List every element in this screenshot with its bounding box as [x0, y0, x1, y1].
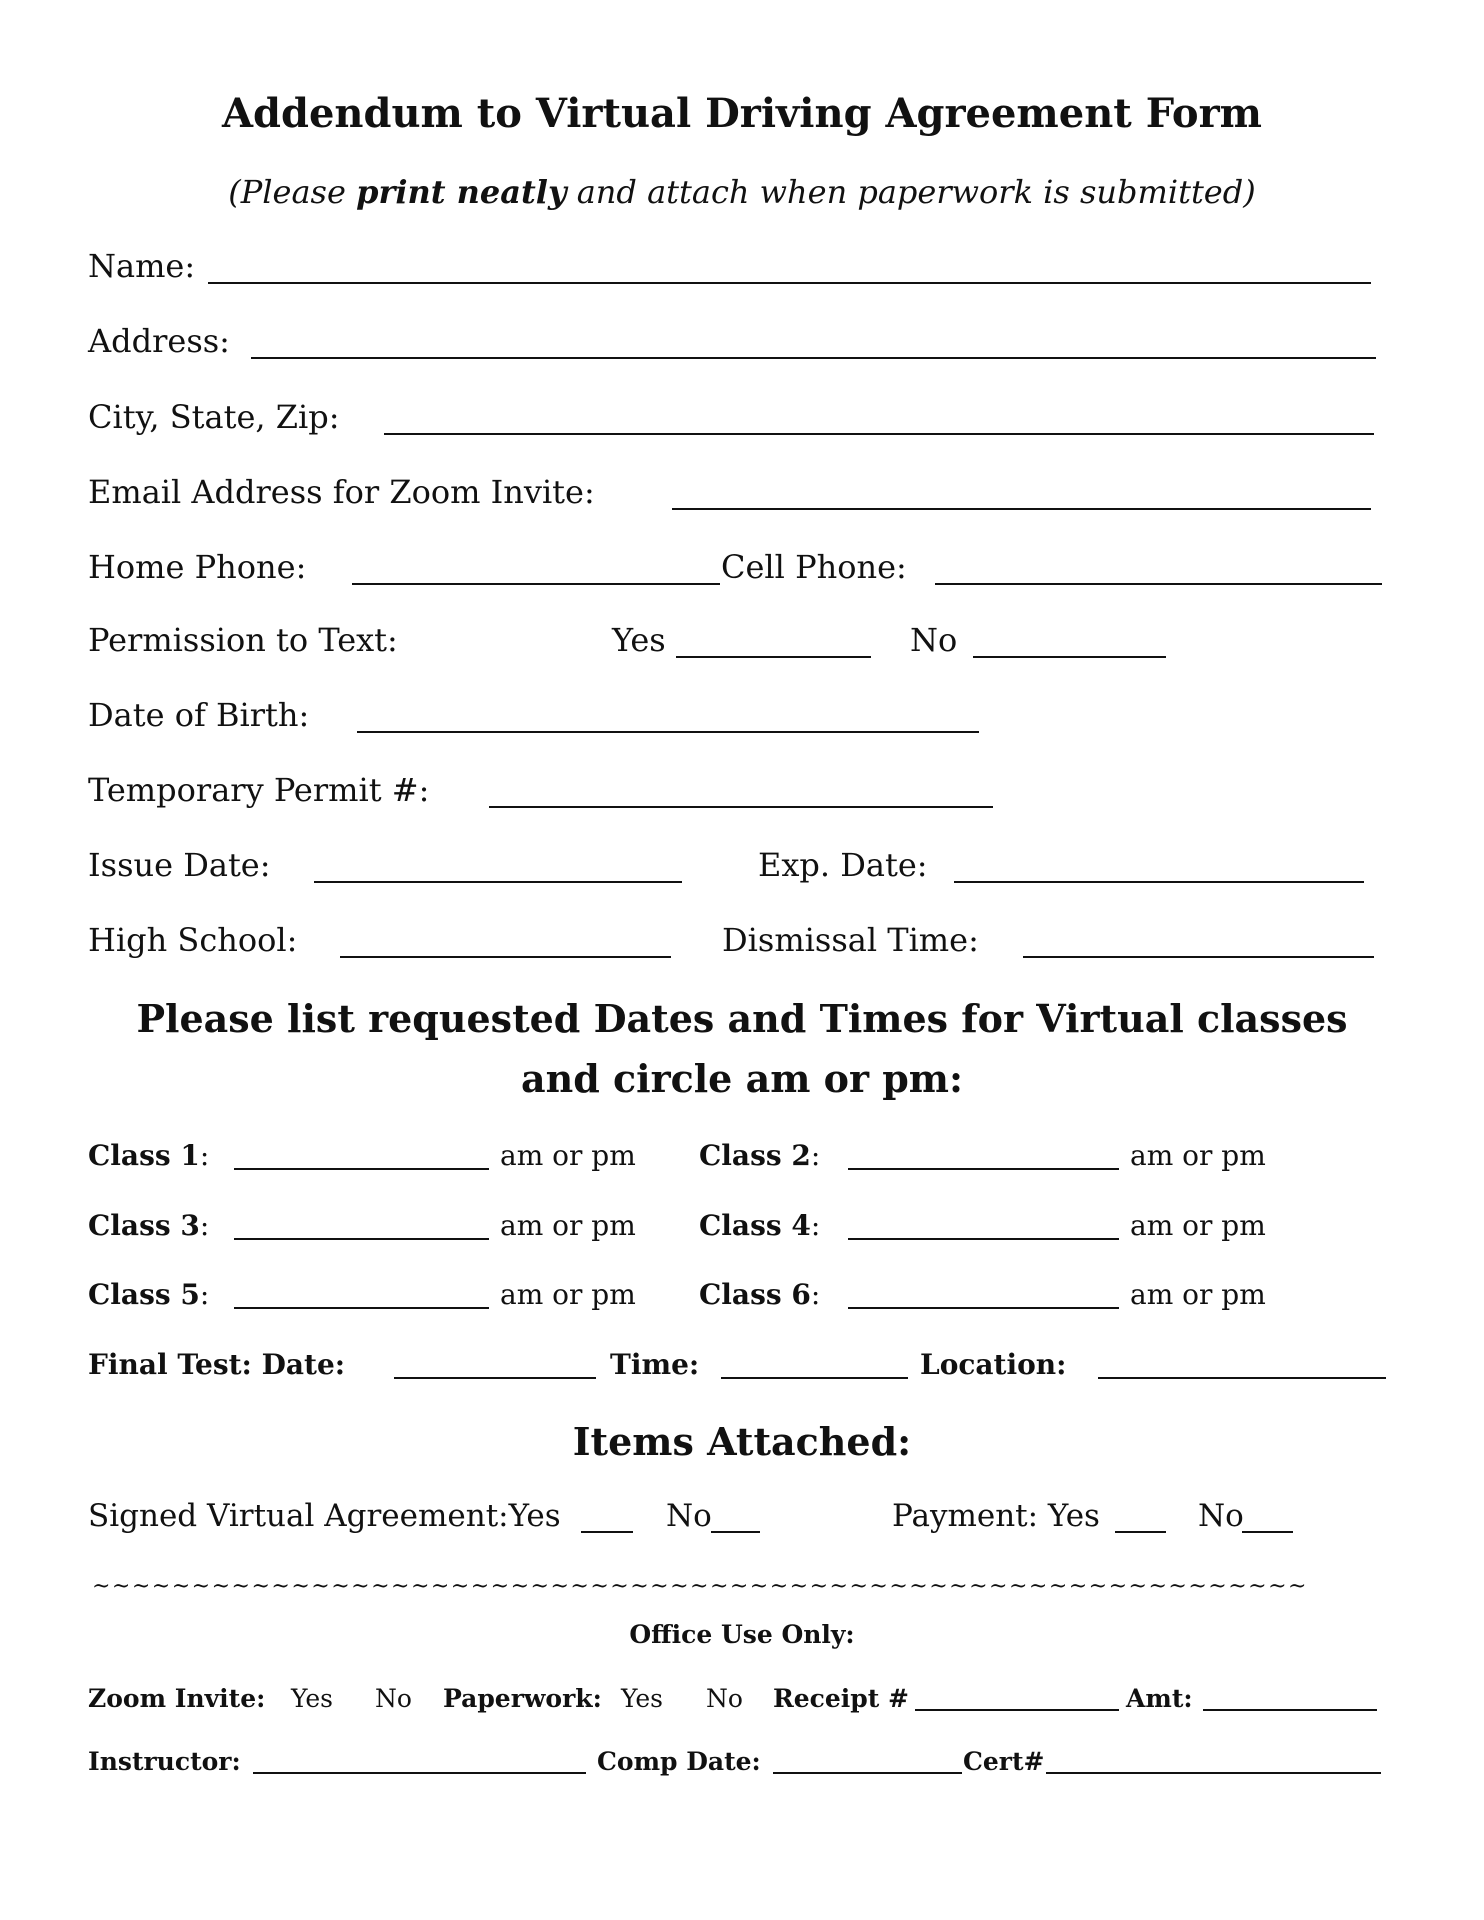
form-title: Addendum to Virtual Driving Agreement Form — [222, 90, 1262, 137]
zoom-invite-label: Zoom Invite: — [88, 1684, 266, 1713]
items-attached-heading: Items Attached: — [572, 1419, 912, 1464]
address-field[interactable] — [251, 357, 1376, 359]
name-label: Name: — [88, 247, 196, 285]
comp-date-field[interactable] — [773, 1772, 962, 1774]
zoom-invite-no[interactable]: No — [375, 1684, 412, 1713]
class-3-label: Class 3: — [88, 1209, 210, 1242]
class-2-field[interactable] — [848, 1168, 1119, 1170]
paperwork-no[interactable]: No — [706, 1684, 743, 1713]
amt-field[interactable] — [1203, 1709, 1377, 1711]
payment-label: Payment: Yes — [892, 1498, 1100, 1534]
instructor-label: Instructor: — [88, 1747, 241, 1776]
permission-text-label: Permission to Text: — [88, 621, 398, 659]
class-3-ampm[interactable]: am or pm — [500, 1209, 636, 1242]
signed-no-label: No — [666, 1498, 712, 1534]
class-6-field[interactable] — [848, 1307, 1119, 1309]
final-test-time-label: Time: — [610, 1348, 700, 1381]
dob-label: Date of Birth: — [88, 696, 310, 734]
issue-date-label: Issue Date: — [88, 846, 271, 884]
cert-field[interactable] — [1046, 1772, 1381, 1774]
permit-field[interactable] — [489, 806, 993, 808]
permission-no-field[interactable] — [973, 656, 1166, 658]
dismissal-label: Dismissal Time: — [722, 921, 979, 959]
exp-date-field[interactable] — [954, 881, 1364, 883]
name-field[interactable] — [208, 282, 1371, 284]
permission-no-label: No — [910, 621, 958, 659]
form-subtitle: (Please print neatly and attach when paperwork is submitted) — [228, 173, 1256, 211]
instructor-field[interactable] — [253, 1772, 586, 1774]
final-test-date-field[interactable] — [394, 1377, 596, 1379]
office-use-heading: Office Use Only: — [629, 1620, 855, 1649]
home-phone-label: Home Phone: — [88, 548, 307, 586]
issue-date-field[interactable] — [314, 881, 682, 883]
zoom-invite-yes[interactable]: Yes — [291, 1684, 333, 1713]
home-phone-field[interactable] — [352, 583, 720, 585]
final-test-location-field[interactable] — [1098, 1377, 1386, 1379]
class-4-label: Class 4: — [699, 1209, 821, 1242]
permission-yes-field[interactable] — [676, 656, 871, 658]
final-test-time-field[interactable] — [721, 1377, 908, 1379]
cert-label: Cert# — [963, 1747, 1045, 1776]
city-state-zip-field[interactable] — [384, 433, 1374, 435]
class-2-ampm[interactable]: am or pm — [1130, 1139, 1266, 1172]
class-4-ampm[interactable]: am or pm — [1130, 1209, 1266, 1242]
receipt-field[interactable] — [915, 1709, 1119, 1711]
payment-yes-field[interactable] — [1115, 1531, 1166, 1533]
class-1-label: Class 1: — [88, 1139, 210, 1172]
permit-label: Temporary Permit #: — [88, 771, 430, 809]
class-2-label: Class 2: — [699, 1139, 821, 1172]
payment-no-label: No — [1198, 1498, 1244, 1534]
class-6-ampm[interactable]: am or pm — [1130, 1278, 1266, 1311]
high-school-label: High School: — [88, 921, 298, 959]
email-label: Email Address for Zoom Invite: — [88, 473, 595, 511]
class-5-ampm[interactable]: am or pm — [500, 1278, 636, 1311]
paperwork-label: Paperwork: — [443, 1684, 602, 1713]
signed-agreement-label: Signed Virtual Agreement:Yes — [88, 1498, 561, 1534]
tilde-divider: ~~~~~~~~~~~~~~~~~~~~~~~~~~~~~~~~~~~~~~~~~~~~~~~~~~~~~~~~~~~~~ — [92, 1576, 1308, 1598]
dismissal-field[interactable] — [1023, 956, 1374, 958]
amt-label: Amt: — [1126, 1684, 1193, 1713]
cell-phone-field[interactable] — [935, 583, 1382, 585]
class-5-field[interactable] — [234, 1307, 489, 1309]
classes-heading-line2: and circle am or pm: — [520, 1056, 964, 1101]
address-label: Address: — [88, 322, 230, 360]
class-1-field[interactable] — [234, 1168, 489, 1170]
classes-heading-line1: Please list requested Dates and Times for Virtual classes — [136, 996, 1348, 1041]
dob-field[interactable] — [357, 731, 979, 733]
class-5-label: Class 5: — [88, 1278, 210, 1311]
signed-no-field[interactable] — [711, 1531, 760, 1533]
paperwork-yes[interactable]: Yes — [621, 1684, 663, 1713]
payment-no-field[interactable] — [1242, 1531, 1293, 1533]
email-field[interactable] — [672, 508, 1371, 510]
class-3-field[interactable] — [234, 1238, 489, 1240]
high-school-field[interactable] — [340, 956, 671, 958]
city-state-zip-label: City, State, Zip: — [88, 398, 340, 436]
comp-date-label: Comp Date: — [597, 1747, 761, 1776]
receipt-label: Receipt # — [773, 1684, 909, 1713]
exp-date-label: Exp. Date: — [758, 846, 928, 884]
class-6-label: Class 6: — [699, 1278, 821, 1311]
permission-yes-label: Yes — [612, 621, 666, 659]
final-test-date-label: Final Test: Date: — [88, 1348, 346, 1381]
class-4-field[interactable] — [848, 1238, 1119, 1240]
final-test-location-label: Location: — [920, 1348, 1067, 1381]
class-1-ampm[interactable]: am or pm — [500, 1139, 636, 1172]
signed-yes-field[interactable] — [581, 1531, 633, 1533]
cell-phone-label: Cell Phone: — [721, 548, 907, 586]
